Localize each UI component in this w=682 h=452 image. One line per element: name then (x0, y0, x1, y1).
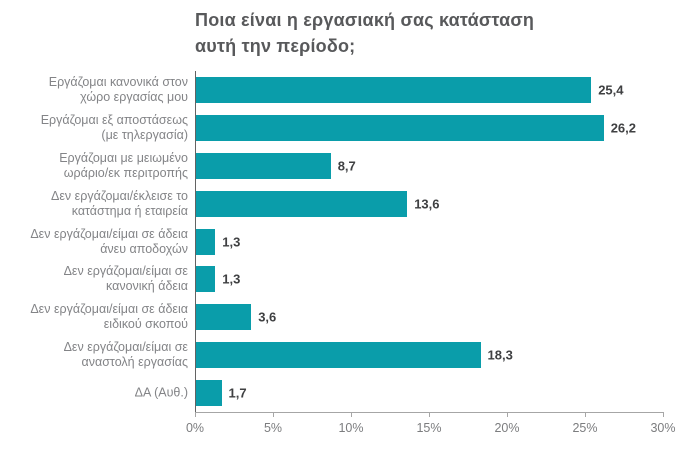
bar-rows (0, 71, 682, 412)
x-tick-mark (507, 412, 508, 417)
bar-row (0, 223, 682, 261)
bar (195, 77, 591, 103)
category-label-line: ΔΑ (Αυθ.) (134, 385, 188, 400)
bar-row (0, 260, 682, 298)
x-tick-mark (195, 412, 196, 417)
bar-row (0, 374, 682, 412)
x-tick-mark (585, 412, 586, 417)
x-tick-label: 15% (416, 421, 442, 435)
category-label-line: Δεν εργάζομαι/είμαι σε άδεια (30, 226, 188, 241)
value-label: 3,6 (258, 309, 277, 325)
x-tick-label: 20% (494, 421, 520, 435)
bar-row (0, 185, 682, 223)
category-label-line: ωράριο/εκ περιτροπής (63, 165, 188, 180)
bar (195, 380, 222, 406)
x-tick-label: 30% (650, 421, 676, 435)
value-label: 25,4 (598, 82, 624, 98)
y-axis-line (195, 71, 196, 412)
category-label-line: ειδικού σκοπού (103, 317, 188, 332)
chart-title-line: αυτή την περίοδο; (195, 36, 356, 56)
category-label-line: χώρο εργασίας μου (80, 89, 188, 104)
value-label: 1,7 (228, 385, 247, 401)
value-label: 18,3 (487, 347, 513, 363)
bar-row (0, 109, 682, 147)
bar (195, 191, 407, 217)
category-label-line: Εργάζομαι κανονικά στον (48, 74, 188, 89)
category-label-line: Δεν εργάζομαι/είμαι σε άδεια (30, 302, 188, 317)
x-tick-label: 0% (185, 421, 205, 435)
category-label (0, 189, 188, 219)
category-label (0, 227, 188, 257)
x-tick-mark (273, 412, 274, 417)
x-tick-mark (429, 412, 430, 417)
category-label (0, 113, 188, 143)
bar (195, 266, 215, 292)
category-label-line: κανονική άδεια (106, 279, 188, 294)
category-label (0, 264, 188, 294)
chart-title (195, 7, 534, 59)
chart-title-line: Ποια είναι η εργασιακή σας κατάσταση (195, 10, 535, 30)
category-label (0, 386, 188, 401)
value-label: 1,3 (222, 271, 241, 287)
bar-row (0, 71, 682, 109)
bar (195, 153, 331, 179)
category-label-line: Δεν εργάζομαι/έκλεισε το (50, 188, 188, 203)
category-label-line: κατάστημα ή εταιρεία (71, 203, 188, 218)
category-label (0, 75, 188, 105)
value-label: 13,6 (414, 196, 440, 212)
x-tick-label: 10% (338, 421, 364, 435)
bar-row (0, 336, 682, 374)
value-label: 26,2 (610, 120, 636, 136)
bar (195, 229, 215, 255)
category-label (0, 151, 188, 181)
category-label-line: Εργάζομαι με μειωμένο (59, 150, 188, 165)
category-label-line: Εργάζομαι εξ αποστάσεως (40, 112, 188, 127)
value-label: 1,3 (222, 234, 241, 249)
bar (195, 115, 604, 141)
x-tick-label: 25% (572, 421, 598, 435)
bar (195, 342, 481, 368)
category-label-line: (με τηλεργασία) (101, 127, 188, 142)
x-tick-mark (351, 412, 352, 417)
category-label-line: Δεν εργάζομαι/είμαι σε (63, 264, 188, 279)
category-label (0, 302, 188, 332)
bar-row (0, 298, 682, 336)
category-label-line: αναστολή εργασίας (81, 355, 188, 370)
x-tick-mark (663, 412, 664, 417)
x-tick-label: 5% (263, 421, 283, 435)
bar (195, 304, 251, 330)
value-label: 8,7 (337, 158, 356, 174)
bar-row (0, 147, 682, 185)
category-label-line: άνευ αποδοχών (100, 241, 188, 256)
category-label-line: Δεν εργάζομαι/είμαι σε (63, 340, 188, 355)
category-label (0, 340, 188, 370)
